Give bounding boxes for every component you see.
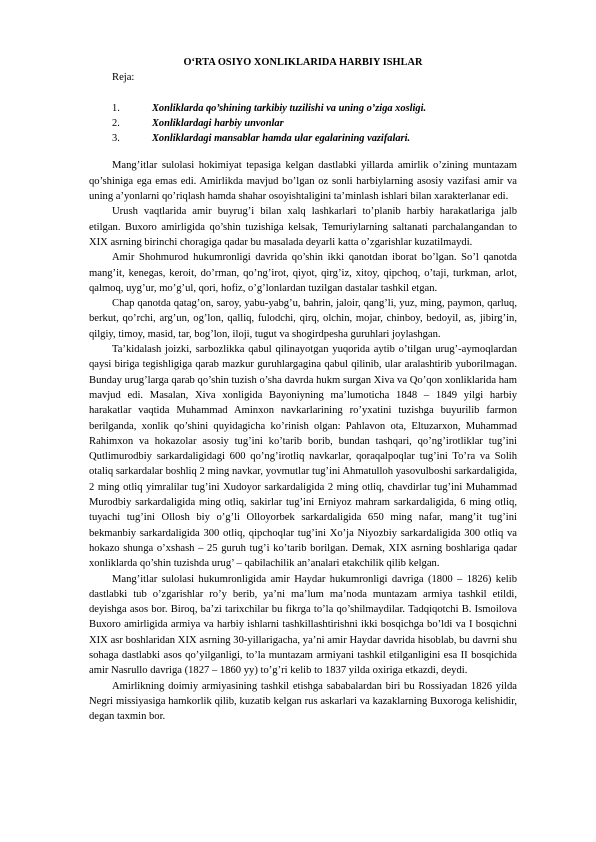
plan-item-text: Xonliklardagi harbiy unvonlar [152, 117, 284, 129]
body-paragraph: Urush vaqtlarida amir buyrug’i bilan xalq lashkarlari to’planib harbiy harakatlariga jalb etilgan. Buxoro amirligida qo’shin tuzishiga kelsak, Temuriylarning saltanati parchalangandan to XIX asrning birinchi choragiga qadar bu masalada deyarli katta o’zgarishlar kuzatilmaydi. [89, 206, 517, 248]
page-title: O‘RTA OSIYO XONLIKLARIDA HARBIY ISHLAR [183, 57, 423, 68]
plan-heading: Reja: [112, 72, 135, 84]
plan-item-text: Xonliklarda qo’shining tarkibiy tuzilishi va uning o’ziga xosligi. [152, 102, 427, 114]
plan-item-number: 1. [112, 102, 120, 114]
body-paragraph: Amir Shohmurod hukumronligi davrida qo’shin ikki qanotdan iborat bo’lgan. So’l qanotda mang’it, kenegas, keroit, do’rman, qo’ng’irot, qiyot, qirg’iz, xitoy, qipchoq, o’taji, turkman, arlot, qalmoq, uyg’ur, mo’g’ul, qori, hofiz, o’g’lonlardan tuzilgan dastalar tashkil etgan. [89, 252, 517, 294]
plan-item [89, 101, 517, 116]
document-page [89, 55, 517, 724]
body-paragraph: Mang’itlar sulolasi hukumronligida amir Haydar hukumronligi davriga (1800 – 1826) kelib dastlabki tub o’zgarishlar ro’y berib, ya’ni ma’lum ma’noda muntazam armiya tashkil etildi, deyishga asos bor. Biroq, ba’zi tarixchilar bu fikrga to’la qo’shilmaydilar. Tadqiqotchi B. Ismoilova Buxoro amirligida armiya va harbiy ishlarni tashkillashtirishni ikki bosqichga bo’ldi va I bosqichni XIX asr boshlaridan XIX asrning 30-yillarigacha, ya’ni amir Haydar davrida hisoblab, bu davrni shu sohaga dastlabki asos qo’yilganligi, to’la muntazam armiyani tashkil etilganligini esa II bosqichida amir Nasrullo davriga (1827 – 1860 yy) to’g’ri kelib to 1837 yilda oxiriga etkazdi, deydi. [89, 573, 517, 677]
plan-item-text: Xonliklardagi mansablar hamda ular egalarining vazifalari. [152, 133, 411, 145]
body-paragraph: Chap qanotda qatag’on, saroy, yabu-yabg’u, bahrin, jaloir, qang’li, yuz, ming, paymon, qarluq, berkut, qo’rchi, arg’un, og’lon, qalliq, fulodchi, qirq, olchin, mojar, chinboy, bedoyil, as, jibirg’in, qilgiy, timoy, masid, tar, bog’lon, iloji, tugut va shogirdpesha guruhlari joylashgan. [89, 298, 517, 340]
plan-list [89, 101, 517, 147]
body-paragraph: Mang’itlar sulolasi hokimiyat tepasiga kelgan dastlabki yillarda amirlik o’zining muntazam qo’shiniga ega emas edi. Amirlikda mavjud bo’lgan oz sonli harbiylarning asosiy vazifasi amir va uning a’yonlarni qo’riqlash hamda shahar osoyishtaligini ta’minlash ishlari bilan xarakterlanar edi. [89, 160, 517, 203]
plan-item-number: 2. [112, 117, 120, 129]
plan-item [89, 131, 517, 146]
plan-item [89, 116, 517, 131]
body-paragraph: Amirlikning doimiy armiyasining tashkil etishga sababalardan biri bu Rossiyadan 1826 yilda Negri missiyasiga hamkorlik qilib, kuzatib kelgan rus askarlari va kazaklarning Buxoroga kelishidir, degan taxmin bor. [89, 680, 517, 723]
body-paragraph: Ta’kidalash joizki, sarbozlikka qabul qilinayotgan yuqorida aytib o’tilgan urug’-aymoqlardan qaysi biriga tegishligiga qarab mazkur guruhlargagina qabul qilinib, ular aralashtirib yuborilmagan. Bunday urug’larga qarab qo’shin tuzish o’sha davrda hukm surgan Xiva va Qo’qon xonliklarida ham mavjud edi. Masalan, Xiva xonligida Bayoniyning ma’lumoticha 1848 – 1849 yilgi harbiy harakatlar vaqtida Muhammad Aminxon navkarlarining ro’yxatini tuzishga buyurilib farmon berilganda, xonlik qo’shini quyidagicha ko’rinish olgan: Pahlavon ota, Eltuzarxon, Muhammad Rahimxon va hokazolar asosiy tug’ini ko’tarib borib, bundan tashqari, qo’ng’irotliklar tug’ini Qutlimurodbiy sarkardaligidagi 600 qo’ng’irotliq navkarlar, qoraqalpoqlar tug’ini To’ra va Solih otaliq sarkardalar boshliq 2 ming navkar, yovmutlar tug’ini Ahmatulloh yasovulboshi sarkardaligida, 2 ming otliq yimralilar tug’ini Xudoyor sarkardaligida 2 ming otliq, chavdirlar tug’ini Muhammad Murodbiy sarkardaligida ming otliq, sakirlar tug’ini Erniyoz mahram sarkardaligida, 6 ming otliq, tuyachi tug’ini Ollosh biy o’g’li Olloyorbek sarkardaligida 650 ming nafar, mang’it tug’ini bekmanbiy sarkardaligida 300 otliq, qipchoqlar tug’ini Xo’ja Niyozbiy sarkardaligida 300 otliq va hokazo shunga o’xshash – 25 guruh tug’i ko’tarib borilgan. Demak, XIX asrning boshlariga qadar xonliklarda qo’shin tuzishda urug’ – qabilachilik an’analari etakchilik qilib kelgan. [89, 344, 517, 570]
plan-item-number: 3. [112, 133, 120, 145]
